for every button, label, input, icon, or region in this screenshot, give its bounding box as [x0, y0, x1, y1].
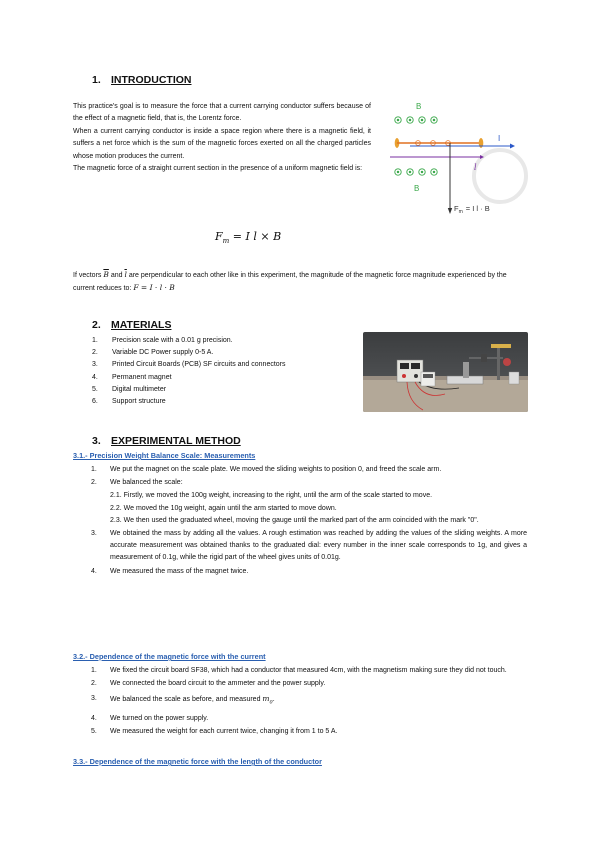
item-text: Permanent magnet: [112, 373, 172, 381]
item-text: Precision scale with a 0.01 g precision.: [112, 337, 233, 344]
item-number: 4.: [91, 715, 97, 723]
label-b-bottom: B: [414, 184, 420, 193]
item-text: We fixed the circuit board SF38, which had a conductor that measured 4cm, with the magnetism making sure they did not touch.: [110, 667, 507, 674]
list-item: [91, 477, 527, 489]
item-number: 3.: [92, 361, 98, 369]
list-item: [91, 528, 527, 565]
sub-step: 2.2. We moved the 10g weight, again until the arm started to move down.: [110, 504, 337, 512]
magnetic-force-figure: [388, 98, 528, 220]
subsection-3-1: 3.1.- Precision Weight Balance Scale: Measurements: [73, 451, 256, 460]
section-number: 2.: [92, 319, 101, 331]
intro-paragraph-3: The magnetic force of a straight current section in the presence of a uniform magnetic field is:: [73, 165, 363, 173]
materials-list: [92, 335, 352, 408]
list-item: [92, 372, 352, 384]
period: .: [272, 696, 275, 704]
list-item: [91, 678, 527, 690]
vector-b: $\overline{B}$: [103, 270, 109, 279]
item-text: Digital multimeter: [112, 385, 167, 393]
section-heading-materials: [92, 319, 171, 331]
intro-text-block: [73, 101, 371, 175]
item-text: We put the magnet on the scale plate. We moved the sliding weights to position 0, and freed the scale arm.: [110, 466, 442, 473]
item-number: 4.: [91, 567, 97, 575]
eq-force-sub: m: [222, 237, 230, 246]
intro-paragraph-2: When a current carrying conductor is inside a space region where there is a magnetic field, it suffers a net force which is the sum of the magnetic forces exerted on all the charged particles whose motion produces the current.: [73, 127, 371, 160]
sub-step: 2.3. We then used the graduated wheel, moving the gauge until the marked part of the arm coincided with the mark "0".: [110, 516, 479, 524]
item-number: 4.: [92, 373, 98, 381]
label-force-f: F: [454, 204, 459, 213]
item-number: 3.: [91, 695, 97, 703]
sub-step: 2.1. Firstly, we moved the 100g weight, increasing to the right, until the arm of the scale started to move.: [110, 492, 433, 500]
list-item: [91, 665, 527, 677]
list-item: [92, 335, 352, 347]
item-text: Variable DC Power supply 0-5 A.: [112, 349, 214, 357]
item-number: 1.: [91, 667, 97, 674]
section-title: EXPERIMENTAL METHOD: [111, 435, 241, 447]
item-text: Printed Circuit Boards (PCB) SF circuits and connectors: [112, 361, 286, 369]
m0-symbol: [262, 694, 273, 706]
p4-text-a: If vectors: [73, 272, 102, 279]
label-force-rhs: = I l · B: [465, 204, 490, 213]
item-text: We balanced the scale:: [110, 479, 183, 487]
item-number: 2.: [91, 680, 97, 688]
section-number: 3.: [92, 435, 101, 447]
item-text: We measured the mass of the magnet twice.: [110, 567, 249, 575]
force-arrowhead: [448, 208, 452, 214]
p4-text-b: and: [110, 272, 123, 279]
intro-paragraph-1: This practice's goal is to measure the force that a current carrying conductor suffers because of the effect of a magnetic field, that is, the Lorentz force.: [73, 103, 371, 123]
item-number: 5.: [92, 385, 98, 393]
item-text: We balanced the scale as before, and measured: [110, 696, 261, 704]
eq-rhs: = I l × B: [232, 230, 282, 243]
field-dots-top: [395, 117, 437, 123]
item-text: Support structure: [112, 398, 166, 406]
list-item: [91, 726, 527, 738]
section-heading-introduction: [92, 74, 192, 86]
setup-photo: [363, 332, 528, 412]
m0-m: m: [262, 694, 270, 704]
list-item: [92, 359, 352, 371]
m0-sub: 0: [269, 699, 273, 706]
list-item: [92, 396, 352, 408]
inline-magnitude-equation: F = I · l · B: [133, 283, 175, 293]
magnetic-force-diagram: [388, 98, 528, 220]
label-force-sub: m: [458, 209, 463, 215]
item-text: We measured the weight for each current twice, changing it from 1 to 5 A.: [110, 728, 338, 736]
item-number: 1.: [92, 337, 98, 344]
intro-paragraph-4: [73, 269, 527, 296]
item-number: 6.: [92, 398, 98, 406]
lorentz-equation: [215, 230, 281, 245]
section-heading-method: [92, 435, 241, 447]
subsection-3-2: 3.2.- Dependence of the magnetic force with the current: [73, 652, 266, 661]
item-number: 1.: [91, 466, 97, 473]
list-item: [91, 713, 527, 725]
item-number: 5.: [91, 728, 97, 736]
label-force: [454, 204, 490, 215]
current-arrowhead: [510, 144, 515, 149]
label-current: I: [498, 134, 501, 143]
subsection-3-3: 3.3.- Dependence of the magnetic force with the length of the conductor: [73, 757, 322, 766]
list-item: [92, 384, 352, 396]
list-item: [91, 566, 527, 578]
item-number: 2.: [92, 349, 98, 357]
vector-l: $\overline{l}$: [124, 270, 127, 279]
section-title: MATERIALS: [111, 319, 172, 331]
list-item: [91, 693, 527, 709]
list-item: [92, 347, 352, 359]
method-3-1-list: [91, 464, 527, 578]
item-number: 2.: [91, 479, 97, 487]
field-dots-bottom: [395, 169, 437, 175]
p4-text-c: are perpendicular to each other like in this experiment, the magnitude of the magnetic force magnitude experienced by the current reduces to:: [73, 272, 507, 293]
eq-force: F: [215, 230, 223, 243]
list-item: [91, 464, 527, 476]
label-length: l: [474, 163, 477, 172]
method-3-2-list: [91, 665, 527, 739]
label-b-top: B: [416, 102, 422, 111]
item-text: We turned on the power supply.: [110, 715, 209, 723]
item-number: 3.: [91, 530, 97, 538]
setup-photo-drawing: [363, 332, 528, 412]
item-text: We obtained the mass by adding all the values. A rough estimation was reached by adding the values of the sliding weights. A more accurate measurement was obtained thanks to the graduated dial: every number in the inner scale corresponds to 1g, and gives a measurement of 0.1g, while the rigid part of the wheel gives units of 0.01g.: [110, 530, 527, 562]
section-number: 1.: [92, 74, 101, 86]
item-text: We connected the board circuit to the ammeter and the power supply.: [110, 680, 326, 688]
section-title: INTRODUCTION: [111, 74, 192, 86]
